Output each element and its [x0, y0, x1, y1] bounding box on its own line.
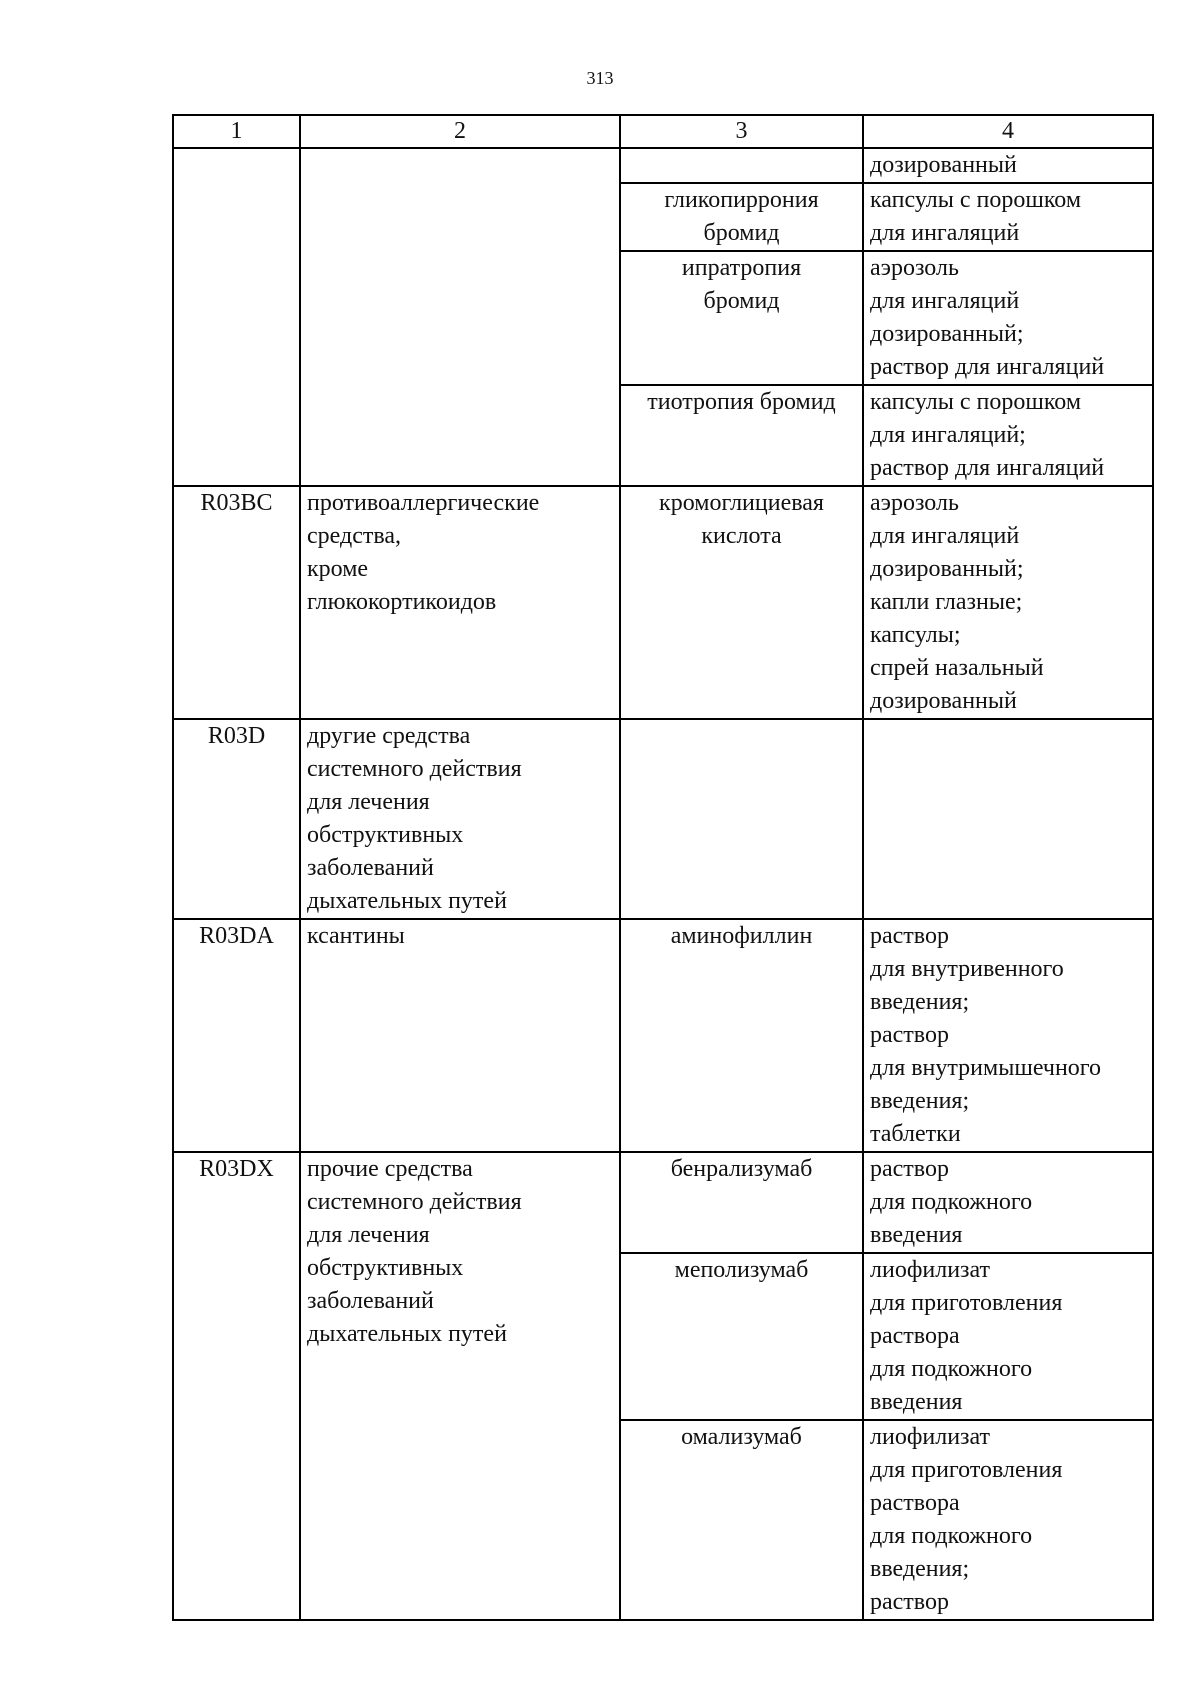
medication-table: [172, 114, 1154, 1621]
code-cell: R03DA: [173, 919, 300, 1152]
table-row: [173, 148, 1153, 183]
group-cell: [300, 148, 620, 486]
table-row: [173, 719, 1153, 919]
inn-cell: омализумаб: [620, 1420, 863, 1620]
inn-cell: бенрализумаб: [620, 1152, 863, 1253]
table-row: [173, 919, 1153, 1152]
group-cell: другие средства системного действия для лечения обструктивных заболеваний дыхательных путей: [300, 719, 620, 919]
inn-cell: аминофиллин: [620, 919, 863, 1152]
dosage-form-cell: лиофилизат для приготовления раствора для подкожного введения; раствор: [863, 1420, 1153, 1620]
inn-cell: [620, 719, 863, 919]
table-row: [173, 486, 1153, 719]
group-cell: ксантины: [300, 919, 620, 1152]
dosage-form-cell: аэрозоль для ингаляций дозированный; раствор для ингаляций: [863, 251, 1153, 385]
dosage-form-cell: капсулы с порошком для ингаляций; раствор для ингаляций: [863, 385, 1153, 486]
dosage-form-cell: капсулы с порошком для ингаляций: [863, 183, 1153, 251]
inn-cell: [620, 148, 863, 183]
page-number: 313: [586, 68, 614, 88]
code-cell: R03D: [173, 719, 300, 919]
inn-cell: тиотропия бромид: [620, 385, 863, 486]
dosage-form-cell: раствор для внутривенного введения; раствор для внутримышечного введения; таблетки: [863, 919, 1153, 1152]
column-header-1: 1: [173, 115, 300, 148]
dosage-form-cell: [863, 719, 1153, 919]
code-cell: R03DX: [173, 1152, 300, 1620]
inn-cell: ипратропия бромид: [620, 251, 863, 385]
group-cell: прочие средства системного действия для лечения обструктивных заболеваний дыхательных путей: [300, 1152, 620, 1620]
dosage-form-cell: раствор для подкожного введения: [863, 1152, 1153, 1253]
inn-cell: меполизумаб: [620, 1253, 863, 1420]
dosage-form-cell: лиофилизат для приготовления раствора для подкожного введения: [863, 1253, 1153, 1420]
column-header-3: 3: [620, 115, 863, 148]
table-row: [173, 1152, 1153, 1253]
inn-cell: гликопиррония бромид: [620, 183, 863, 251]
column-header-4: 4: [863, 115, 1153, 148]
inn-cell: кромоглициевая кислота: [620, 486, 863, 719]
group-cell: противоаллергические средства, кроме глюкокортикоидов: [300, 486, 620, 719]
column-header-2: 2: [300, 115, 620, 148]
dosage-form-cell: дозированный: [863, 148, 1153, 183]
table-header-row: [173, 115, 1153, 148]
code-cell: [173, 148, 300, 486]
dosage-form-cell: аэрозоль для ингаляций дозированный; капли глазные; капсулы; спрей назальный дозированный: [863, 486, 1153, 719]
code-cell: R03BC: [173, 486, 300, 719]
